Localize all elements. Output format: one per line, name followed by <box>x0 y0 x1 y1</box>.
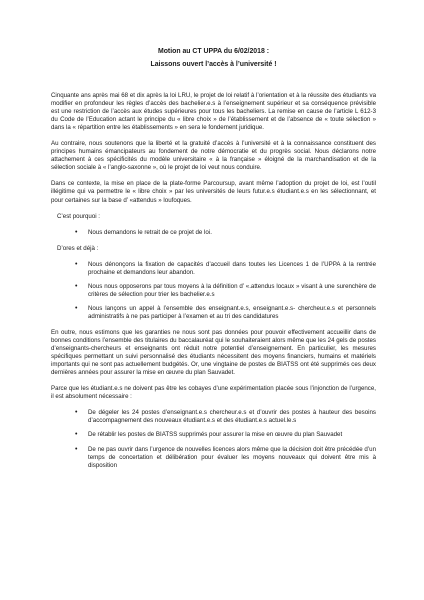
bullet-icon: • <box>75 409 78 417</box>
list-item <box>51 305 376 321</box>
list-item <box>51 229 376 237</box>
paragraph-intro: Cinquante ans après mai 68 et dix après la loi LRU, le projet de loi relatif à l’orientation et à la réussite des étudiants va modifier en profondeur les règles d’accès des bachelier.e.s à l’enseignement supérieur et sa conséquence prévisible est une restriction de l’accès aux études supérieures pour tous les bacheliers. La remise en cause de l’article L 612-3 du Code de l’Education actant le principe du « libre choix » de l’établissement et de l’absence de « toute sélection » dans la « répartition entre les établissements » en sera le fondement juridique. <box>51 92 376 132</box>
list-item <box>51 446 376 470</box>
paragraph-contrary: Au contraire, nous soutenons que la liberté et la gratuité d’accès à l’université et à la connaissance constituent des principes humains émancipateurs au fondement de notre démocratie et du progrès social. Nous déclarons notre attachement à ces spécificités du modèle universitaire « à la française » éloigné de la marchandisation et de la sélection sociale à « l’anglo-saxonne », où le projet de loi veut nous conduire. <box>51 140 376 172</box>
list-item-text: Nous lançons un appel à l’ensemble des enseignant.e.s, enseignant.e.s- chercheur.e.s et personnels administratifs à ne pas participer à l’examen et au tri des candidatures <box>88 304 376 320</box>
list-necessaire <box>51 409 376 469</box>
bullet-icon: • <box>75 282 78 290</box>
bullet-icon: • <box>75 445 78 453</box>
lead-pourquoi: C’est pourquoi : <box>57 212 101 220</box>
list-item-text: De rétablir les postes de BIATSS supprimés pour assurer la mise en œuvre du plan Sauvadet <box>88 431 343 439</box>
motion-title: Motion au CT UPPA du 6/02/2018 : <box>157 48 270 55</box>
bullet-icon: • <box>75 228 78 236</box>
list-item <box>51 431 376 439</box>
bullet-icon: • <box>75 304 78 312</box>
bullet-icon: • <box>75 431 78 439</box>
lead-deja: D’ores et déjà : <box>57 244 99 252</box>
list-item <box>51 283 376 299</box>
list-item-text: Nous nous opposerons par tous moyens à la définition d’ «.attendus locaux » visant à une surenchère de critères de sélection pour trier les bachelier.e.s <box>88 282 376 298</box>
paragraph-context: Dans ce contexte, la mise en place de la plate-forme Parcoursup, avant même l’adoption du projet de loi, est l’outil illégitime qui va permettre le « libre choix » par les universités de leurs futur.e.s étudiant.e.s en les sélectionnant, et pour certaines sur la base d’ «attendus » loufoques. <box>51 180 376 204</box>
list-item-text: Nous dénonçons la fixation de capacités d’accueil dans toutes les Licences 1 de l’UPPA à la rentrée prochaine et demandons leur abandon. <box>88 260 376 276</box>
list-deja <box>51 261 376 321</box>
list-item <box>51 261 376 277</box>
motion-subtitle: Laissons ouvert l’accès à l’université ! <box>150 61 277 68</box>
bullet-icon: • <box>75 260 78 268</box>
list-item-text: De ne pas ouvrir dans l’urgence de nouvelles licences alors même que la décision doit être précédée d’un temps de concertation et délibération pour évaluer les moyens nouveaux qui doivent être mis à disposition <box>88 445 376 469</box>
paragraph-garanties: En outre, nous estimons que les garanties ne nous sont pas données pour pouvoir effectivement accueillir dans de bonnes conditions l’ensemble des titulaires du baccalauréat qui le souhaiteraient alors même que les 24 gels de postes d’enseignants-chercheurs et enseignants ont réduit notre potentiel d’enseignement. En particulier, les mesures spécifiques permettant un suivi personnalisé des étudiants nécessitent des moyens financiers, humains et matériels importants qui ne sont pas actuellement budgétés. Or, une vingtaine de postes de BIATSS ont été supprimés ces deux dernières années pour assurer la mise en œuvre du plan Sauvadet. <box>51 328 376 377</box>
paragraph-necessaire: Parce que les étudiant.e.s ne doivent pas être les cobayes d’une expérimentation placée sous l’injonction de l’urgence, il est absolument nécessaire : <box>51 385 376 401</box>
list-item-text: De dégeler les 24 postes d’enseignant.e.s chercheur.e.s et d’ouvrir des postes à hauteur des besoins d’accompagnement des nouveaux étudiant.e.s et des étudiant.e.s actuel.le.s <box>88 409 376 425</box>
list-item <box>51 409 376 425</box>
list-pourquoi <box>51 229 376 237</box>
list-item-text: Nous demandons le retrait de ce projet de loi. <box>88 228 212 236</box>
